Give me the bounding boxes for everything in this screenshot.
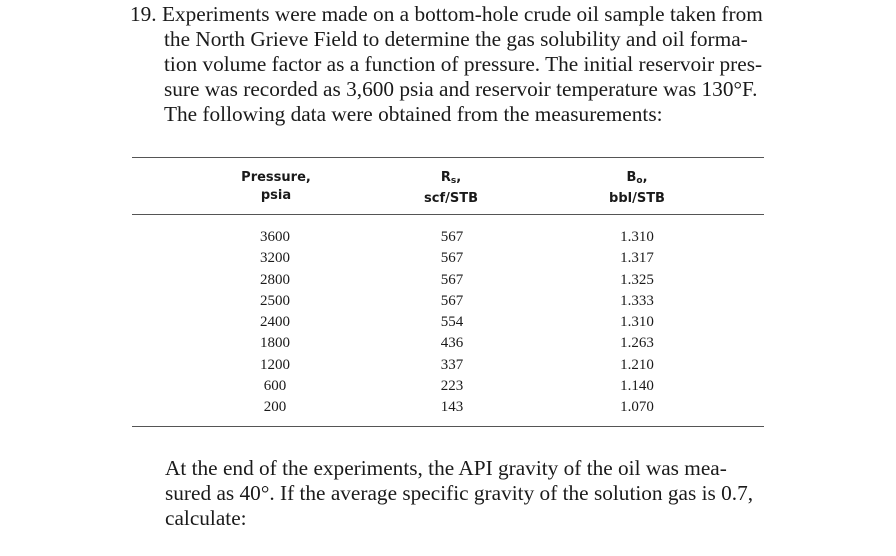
header-bo-line1 [577,169,697,190]
bo-cell: 1.317 [620,250,654,267]
rs-cell: 554 [440,314,464,331]
follow-up-statement [165,456,865,531]
header-rs [391,169,511,208]
pressure-cell: 2400 [260,314,290,331]
bo-cell: 1.140 [620,378,654,395]
pressure-column [235,227,315,419]
pressure-cell: 2500 [260,292,290,309]
rs-column [412,227,492,419]
bo-cell: 1.333 [620,292,654,309]
bo-cell: 1.325 [620,271,654,288]
bo-cell: 1.310 [620,229,654,245]
header-rs-symbol: R [440,170,451,185]
follow-up-line: At the end of the experiments, the API gravity of the oil was mea- [165,456,727,480]
header-rs-line2: scf/STB [424,191,478,206]
rs-cell: 143 [440,399,464,416]
problem-line: tion volume factor as a function of pressure. The initial reservoir pres- [164,52,763,76]
problem-statement [130,2,850,127]
header-bo-line2: bbl/STB [609,191,665,206]
table-header-rule [132,214,764,215]
rs-cell: 567 [440,292,464,309]
problem-line: the North Grieve Field to determine the gas solubility and oil forma- [164,27,748,51]
pressure-cell: 200 [263,399,287,416]
header-rs-subscript: s [450,176,457,186]
header-rs-line1 [391,169,511,190]
table-bottom-rule [132,426,764,427]
rs-cell: 436 [440,335,464,352]
bo-column [597,227,677,419]
problem-line: sure was recorded as 3,600 psia and reservoir temperature was 130°F. [164,77,758,101]
pressure-cell: 600 [263,378,287,395]
header-pressure [216,169,336,205]
header-bo-symbol: B [626,170,637,185]
pressure-cell: 1800 [260,335,290,352]
rs-cell: 223 [440,378,464,395]
header-bo-comma: , [642,170,648,185]
bo-cell: 1.070 [620,399,654,416]
follow-up-line: calculate: [165,506,247,530]
bo-cell: 1.263 [620,335,654,352]
follow-up-line: sured as 40°. If the average specific gravity of the solution gas is 0.7, [165,481,754,505]
header-pressure-line1: Pressure, [241,170,311,185]
header-pressure-line2: psia [260,188,292,203]
rs-cell: 567 [440,271,464,288]
header-bo-subscript: o [636,176,643,186]
bo-cell: 1.310 [620,314,654,331]
pressure-cell: 1200 [260,356,290,373]
pressure-cell: 3600 [260,229,290,245]
header-bo [577,169,697,208]
rs-cell: 567 [440,229,464,245]
rs-cell: 567 [440,250,464,267]
problem-line: The following data were obtained from the measurements: [164,102,663,126]
table-top-rule [132,157,764,158]
pressure-cell: 2800 [260,271,290,288]
bo-cell: 1.210 [620,356,654,373]
header-rs-comma: , [456,170,462,185]
problem-line: 19. Experiments were made on a bottom-hole crude oil sample taken from [130,2,763,26]
pressure-cell: 3200 [260,250,290,267]
rs-cell: 337 [440,356,464,373]
